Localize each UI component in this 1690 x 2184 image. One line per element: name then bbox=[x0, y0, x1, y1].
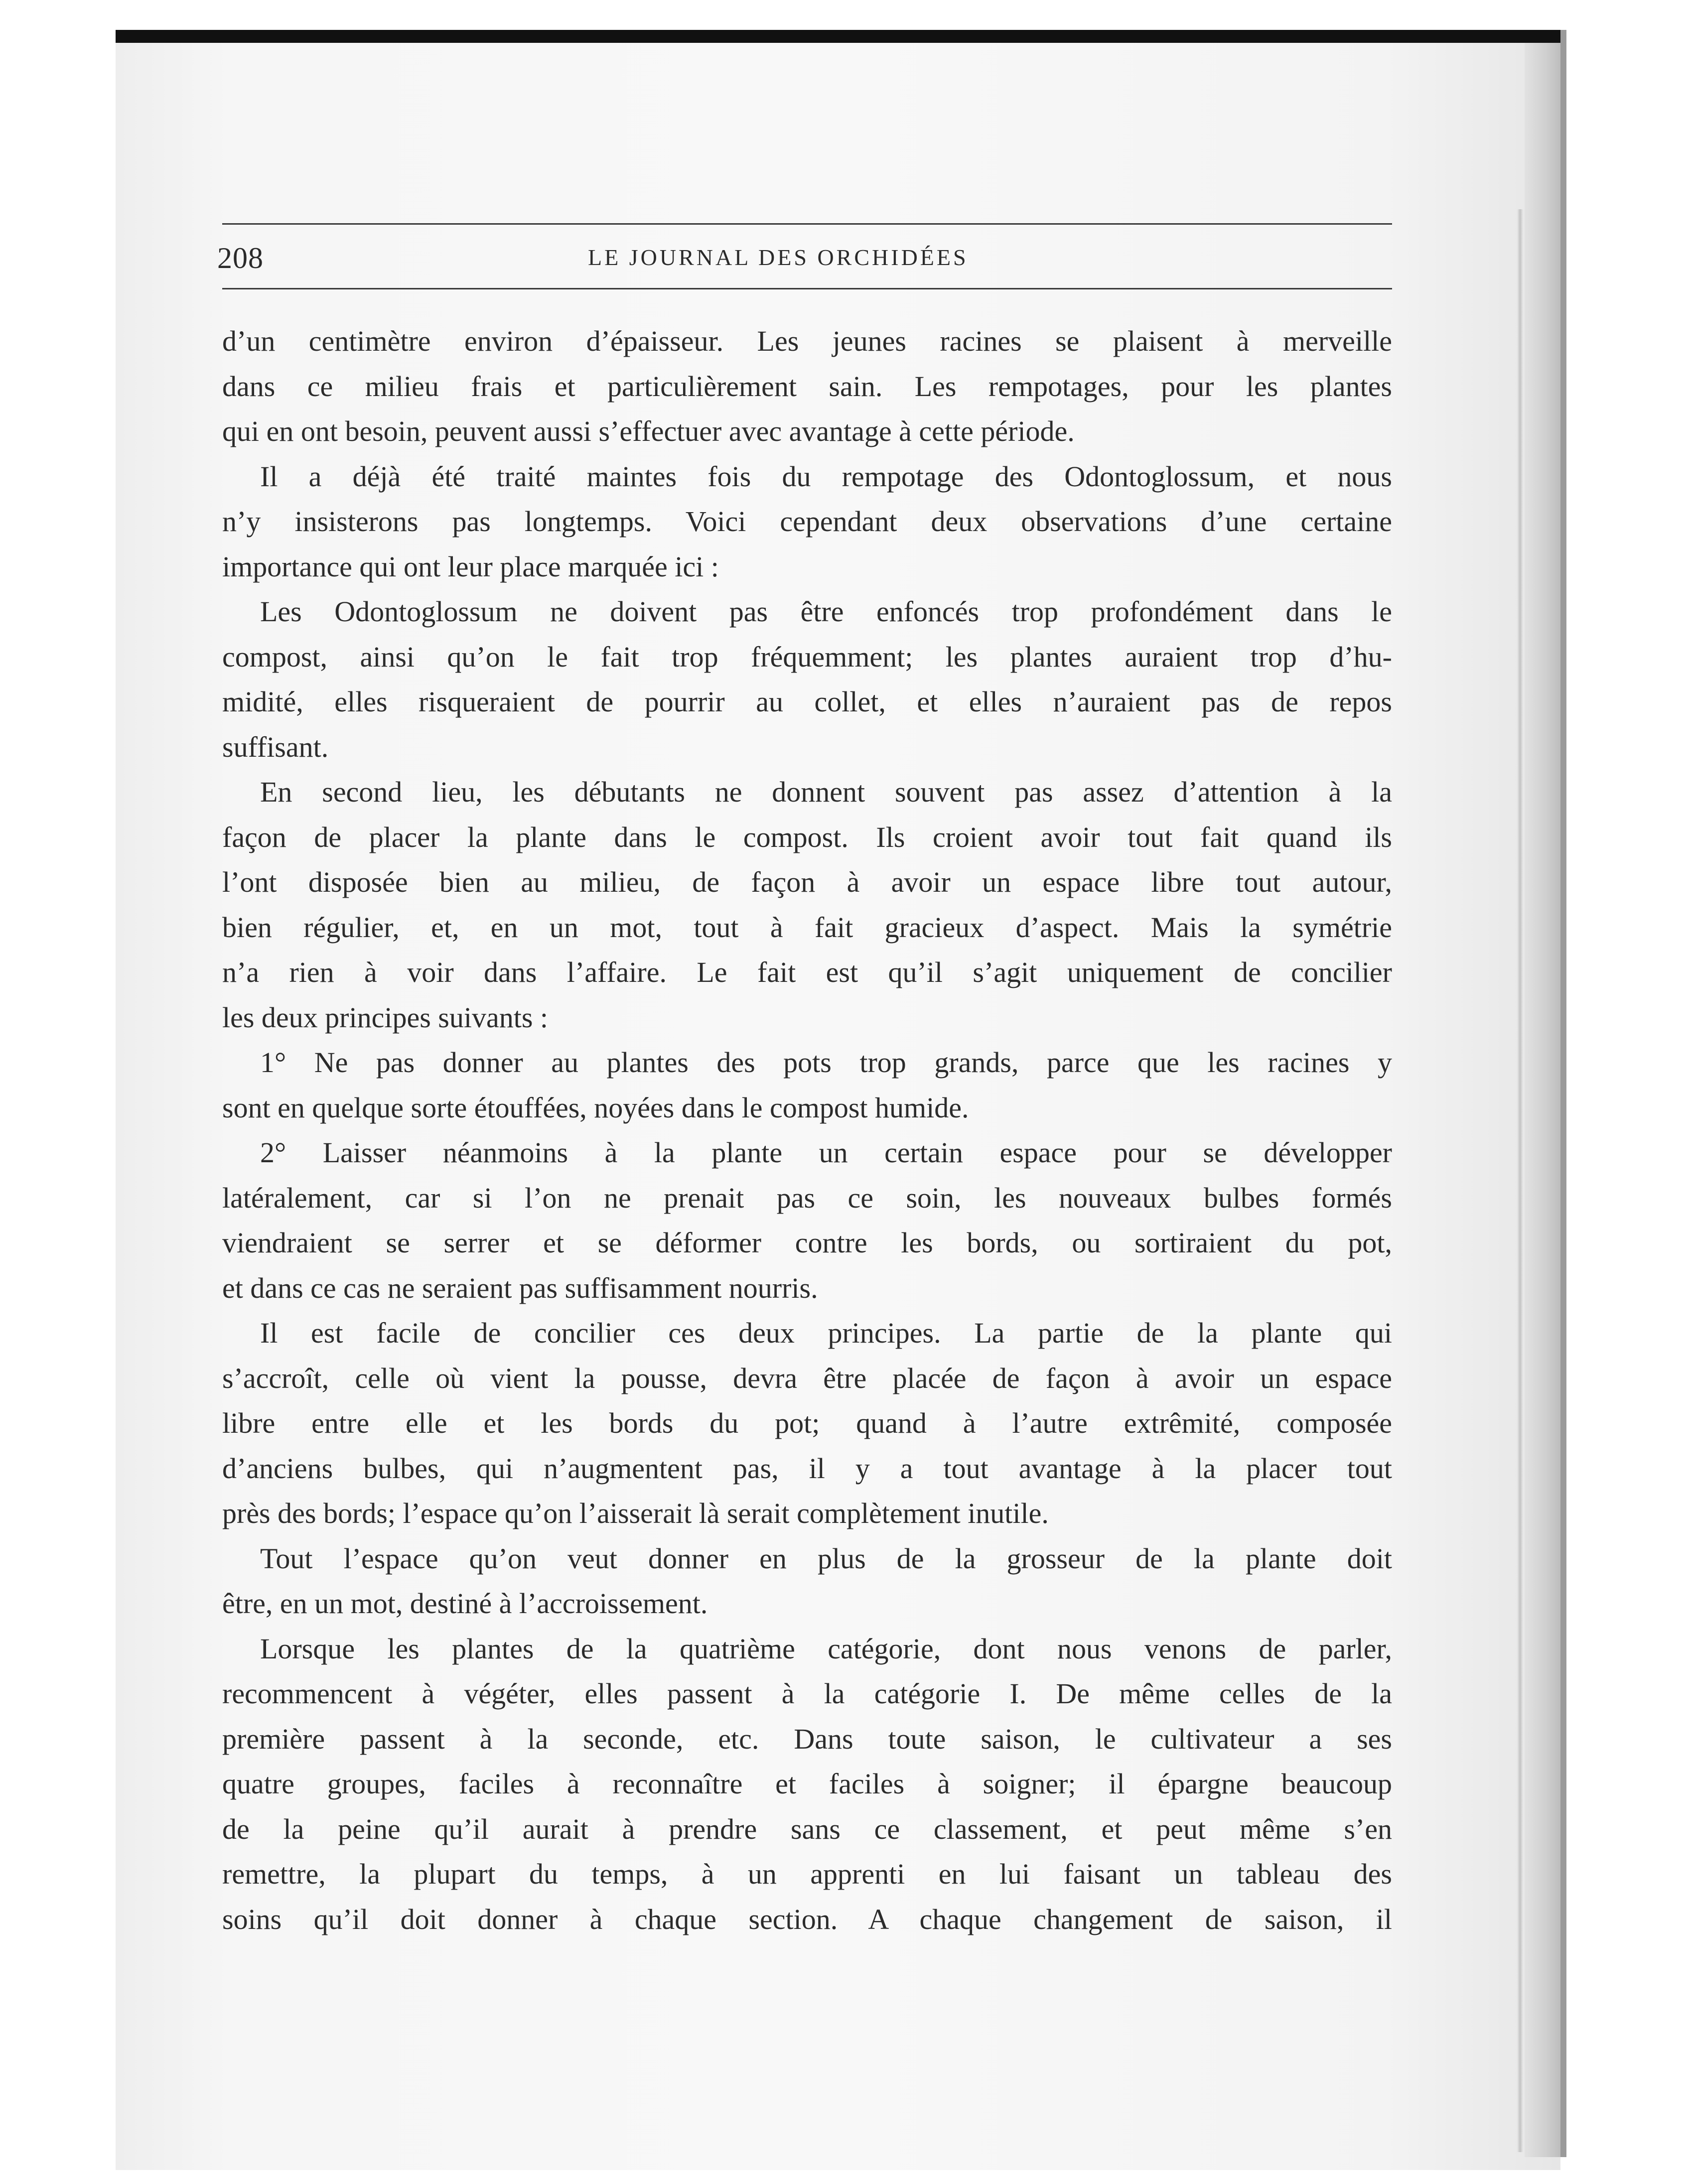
text-line: Les Odontoglossum ne doivent pas être enfoncés trop profondément dans le bbox=[260, 595, 1392, 628]
page-number: 208 bbox=[217, 242, 264, 274]
text-line: les deux principes suivants : bbox=[222, 1001, 549, 1034]
running-title: LE JOURNAL DES ORCHIDÉES bbox=[588, 245, 969, 270]
text-line: recommencent à végéter, elles passent à la catégorie I. De même celles de la bbox=[222, 1677, 1392, 1710]
text-line: et dans ce cas ne seraient pas suffisamment nourris. bbox=[222, 1271, 818, 1304]
text-line: qui en ont besoin, peuvent aussi s’effectuer avec avantage à cette période. bbox=[222, 415, 1075, 447]
text-line: 2° Laisser néanmoins à la plante un certain espace pour se développer bbox=[260, 1136, 1392, 1169]
text-line: remettre, la plupart du temps, à un apprenti en lui faisant un tableau des bbox=[222, 1858, 1392, 1890]
page-edge bbox=[1525, 43, 1560, 2157]
text-line: latéralement, car si l’on ne prenait pas ce soin, les nouveaux bulbes formés bbox=[222, 1181, 1392, 1214]
text-line: midité, elles risqueraient de pourrir au collet, et elles n’auraient pas de repos bbox=[222, 685, 1392, 718]
text-line: compost, ainsi qu’on le fait trop fréquemment; les plantes auraient trop d’hu- bbox=[222, 640, 1392, 673]
text-line: quatre groupes, faciles à reconnaître et faciles à soigner; il épargne beaucoup bbox=[222, 1768, 1392, 1800]
text-line: première passent à la seconde, etc. Dans toute saison, le cultivateur a ses bbox=[222, 1722, 1392, 1755]
text-line: libre entre elle et les bords du pot; quand à l’autre extrêmité, composée bbox=[222, 1407, 1392, 1439]
text-line: Lorsque les plantes de la quatrième catégorie, dont nous venons de parler, bbox=[260, 1632, 1392, 1665]
text-line: Il est facile de concilier ces deux principes. La partie de la plante qui bbox=[260, 1317, 1392, 1349]
text-line: d’anciens bulbes, qui n’augmentent pas, il y a tout avantage à la placer tout bbox=[222, 1452, 1392, 1485]
text-line: n’a rien à voir dans l’affaire. Le fait est qu’il s’agit uniquement de concilier bbox=[222, 956, 1392, 988]
binding-shadow bbox=[1517, 209, 1523, 2152]
text-line: viendraient se serrer et se déformer contre les bords, ou sortiraient du pot, bbox=[222, 1227, 1392, 1259]
text-line: dans ce milieu frais et particulièrement sain. Les rempotages, pour les plantes bbox=[222, 370, 1392, 403]
text-line: 1° Ne pas donner au plantes des pots trop grands, parce que les racines y bbox=[260, 1046, 1392, 1079]
text-line: soins qu’il doit donner à chaque section. A chaque changement de saison, il bbox=[222, 1903, 1392, 1935]
text-line: Tout l’espace qu’on veut donner en plus de la grosseur de la plante doit bbox=[260, 1542, 1392, 1575]
text-line: d’un centimètre environ d’épaisseur. Les jeunes racines se plaisent à merveille bbox=[222, 325, 1392, 357]
header-rule-bottom bbox=[222, 288, 1392, 289]
text-line: importance qui ont leur place marquée ici : bbox=[222, 550, 719, 583]
text-line: suffisant. bbox=[222, 730, 329, 763]
text-line: bien régulier, et, en un mot, tout à fait gracieux d’aspect. Mais la symétrie bbox=[222, 911, 1392, 944]
text-line: l’ont disposée bien au milieu, de façon à avoir un espace libre tout autour, bbox=[222, 866, 1392, 898]
text-line: sont en quelque sorte étouffées, noyées dans le compost humide. bbox=[222, 1091, 969, 1124]
text-line: près des bords; l’espace qu’on l’aisserait là serait complètement inutile. bbox=[222, 1497, 1049, 1529]
outer-page-edge bbox=[1560, 30, 1566, 2157]
text-line: être, en un mot, destiné à l’accroissement. bbox=[222, 1587, 708, 1620]
text-line: En second lieu, les débutants ne donnent souvent pas assez d’attention à la bbox=[260, 776, 1392, 808]
header-rule-top bbox=[222, 223, 1392, 225]
text-line: Il a déjà été traité maintes fois du rempotage des Odontoglossum, et nous bbox=[260, 460, 1392, 493]
text-line: façon de placer la plante dans le compost. Ils croient avoir tout fait quand ils bbox=[222, 820, 1392, 853]
text-line: de la peine qu’il aurait à prendre sans ce classement, et peut même s’en bbox=[222, 1812, 1392, 1845]
text-line: n’y insisterons pas longtemps. Voici cependant deux observations d’une certaine bbox=[222, 505, 1392, 538]
body-text bbox=[222, 319, 1392, 1942]
text-line: s’accroît, celle où vient la pousse, devra être placée de façon à avoir un espace bbox=[222, 1362, 1392, 1394]
